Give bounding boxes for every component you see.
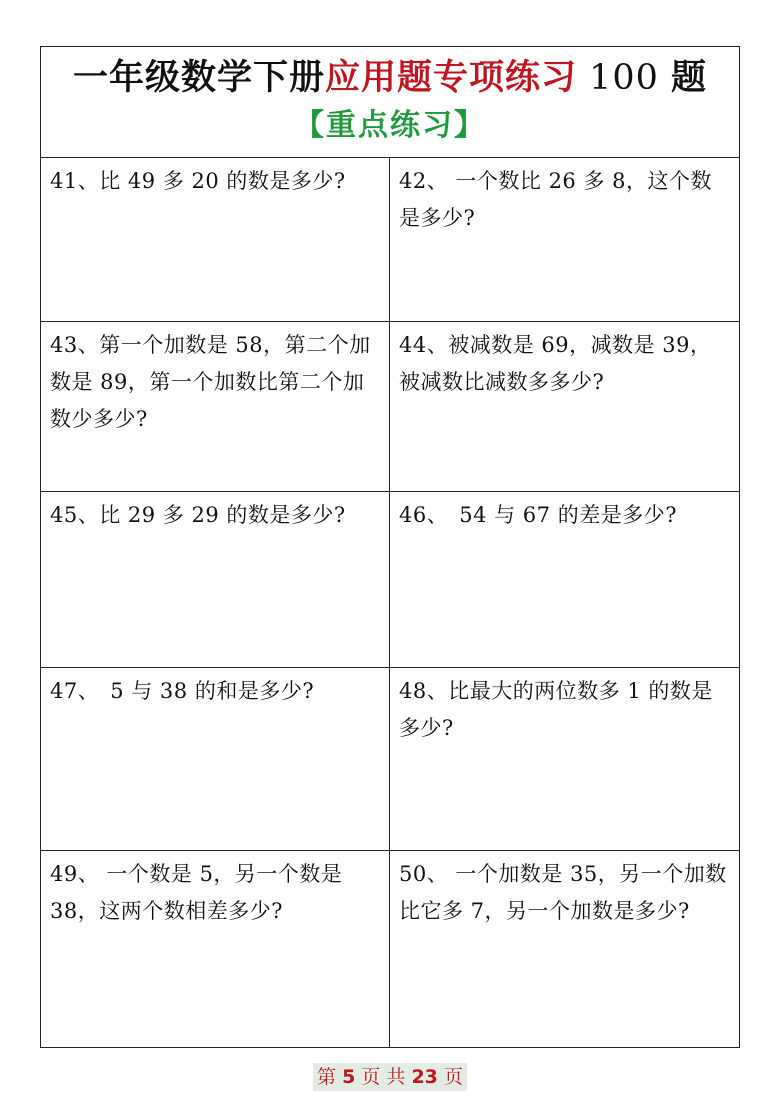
question-46: 46、 54 与 67 的差是多少? xyxy=(390,492,739,668)
footer-prefix: 第 xyxy=(317,1066,343,1088)
question-grid xyxy=(41,158,739,1047)
title-suffix: 题 xyxy=(671,57,708,98)
title-topic: 应用题专项练习 xyxy=(324,57,577,98)
question-48: 48、比最大的两位数多 1 的数是多少? xyxy=(390,668,739,851)
question-49: 49、 一个数是 5，另一个数是 38，这两个数相差多少? xyxy=(41,851,390,1047)
footer-middle: 页 共 xyxy=(355,1066,412,1088)
title-count: 100 xyxy=(576,58,672,98)
page-subtitle: 【重点练习】 xyxy=(294,108,486,143)
page-title xyxy=(41,47,739,101)
page-indicator xyxy=(313,1063,467,1091)
question-44: 44、被减数是 69，减数是 39，被减数比减数多多少? xyxy=(390,322,739,492)
current-page-number: 5 xyxy=(342,1066,356,1088)
total-page-count: 23 xyxy=(411,1066,438,1088)
question-42: 42、 一个数比 26 多 8，这个数是多少? xyxy=(390,158,739,322)
question-41: 41、比 49 多 20 的数是多少? xyxy=(41,158,390,322)
question-43: 43、第一个加数是 58，第二个加数是 89，第一个加数比第二个加数少多少? xyxy=(41,322,390,492)
question-47: 47、 5 与 38 的和是多少? xyxy=(41,668,390,851)
question-50: 50、 一个加数是 35，另一个加数比它多 7，另一个加数是多少? xyxy=(399,862,727,923)
footer-suffix: 页 xyxy=(437,1066,463,1088)
question-45: 45、比 29 多 29 的数是多少? xyxy=(41,492,390,668)
worksheet xyxy=(40,46,740,1048)
worksheet-header xyxy=(41,47,739,158)
title-grade: 一年级数学下册 xyxy=(72,57,325,98)
page-footer xyxy=(0,1063,780,1091)
